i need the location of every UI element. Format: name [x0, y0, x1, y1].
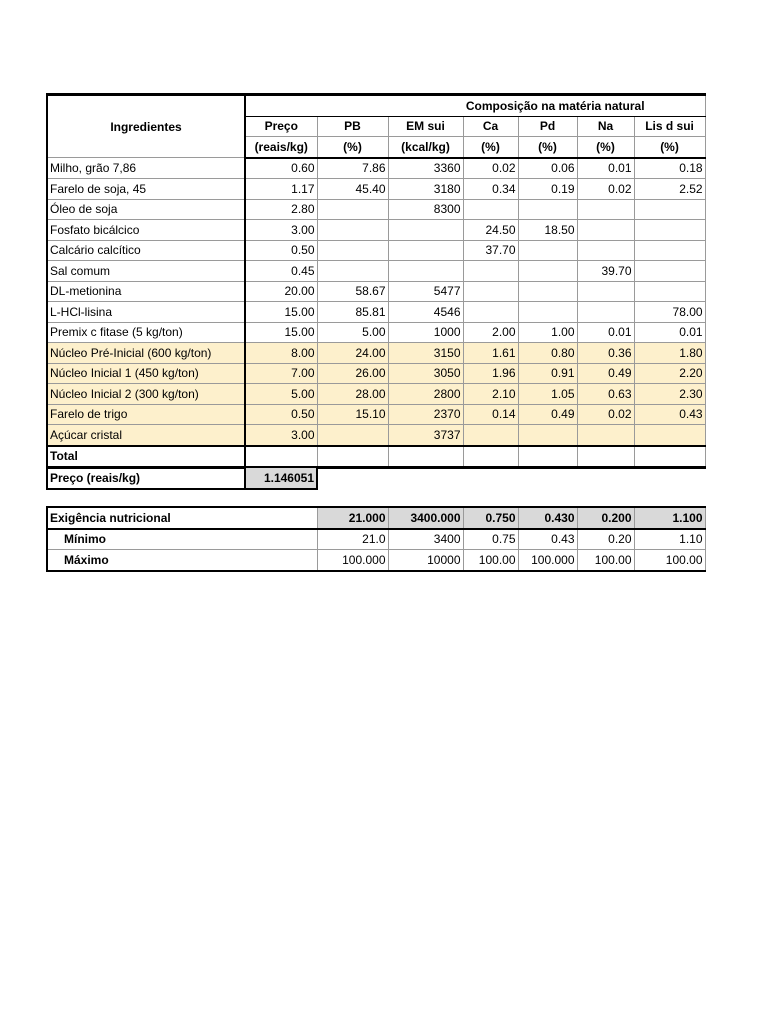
requirements-table — [46, 506, 706, 572]
table-cell — [577, 220, 634, 241]
table-cell: 24.50 — [463, 220, 518, 241]
table-row — [47, 363, 705, 384]
column-unit: (kcal/kg) — [388, 137, 463, 158]
maximum-label: Máximo — [47, 550, 317, 571]
table-cell: 3050 — [388, 363, 463, 384]
requirement-value: 21.000 — [317, 507, 388, 529]
requirement-value: 0.430 — [518, 507, 577, 529]
requirement-value: 0.200 — [577, 507, 634, 529]
table-cell: 0.63 — [577, 384, 634, 405]
table-cell: 0.01 — [577, 322, 634, 343]
ingredient-name: L-HCl-lisina — [47, 302, 245, 323]
table-cell: 0.49 — [518, 404, 577, 425]
maximum-value: 100.00 — [634, 550, 705, 571]
table-row — [47, 240, 705, 261]
table-cell: 0.50 — [245, 404, 317, 425]
table-cell — [634, 240, 705, 261]
table-row — [47, 404, 705, 425]
table-cell: 2370 — [388, 404, 463, 425]
ingredient-name: Núcleo Inicial 1 (450 kg/ton) — [47, 363, 245, 384]
table-cell: 3150 — [388, 343, 463, 364]
total-row — [47, 446, 705, 468]
table-cell — [463, 199, 518, 220]
maximum-value: 100.000 — [518, 550, 577, 571]
table-cell — [463, 302, 518, 323]
column-name: Preço — [245, 116, 317, 137]
table-cell: 0.50 — [245, 240, 317, 261]
column-unit: (%) — [463, 137, 518, 158]
ingredient-name: Açúcar cristal — [47, 425, 245, 446]
total-cell — [245, 446, 317, 468]
table-cell: 85.81 — [317, 302, 388, 323]
table-cell: 5.00 — [245, 384, 317, 405]
total-cell — [518, 446, 577, 468]
table-cell: 0.34 — [463, 179, 518, 200]
ingredient-name: Fosfato bicálcico — [47, 220, 245, 241]
ingredient-name: DL-metionina — [47, 281, 245, 302]
table-cell: 5477 — [388, 281, 463, 302]
requirements-row — [47, 507, 705, 529]
table-cell: 0.02 — [577, 179, 634, 200]
table-cell: 4546 — [388, 302, 463, 323]
table-cell — [577, 281, 634, 302]
table-cell — [518, 281, 577, 302]
table-row — [47, 425, 705, 446]
table-row — [47, 261, 705, 282]
ingredients-header: Ingredientes — [47, 95, 245, 158]
table-cell — [317, 240, 388, 261]
table-cell: 5.00 — [317, 322, 388, 343]
ingredient-name: Premix c fitase (5 kg/ton) — [47, 322, 245, 343]
table-cell — [518, 261, 577, 282]
ingredient-name: Núcleo Inicial 2 (300 kg/ton) — [47, 384, 245, 405]
price-label: Preço (reais/kg) — [47, 467, 245, 489]
total-cell — [317, 446, 388, 468]
table-cell — [388, 240, 463, 261]
table-cell — [317, 199, 388, 220]
table-cell: 7.86 — [317, 158, 388, 179]
table-cell: 8.00 — [245, 343, 317, 364]
table-cell: 45.40 — [317, 179, 388, 200]
table-cell: 15.00 — [245, 322, 317, 343]
table-cell — [577, 425, 634, 446]
ingredient-name: Sal comum — [47, 261, 245, 282]
column-name: Pd — [518, 116, 577, 137]
table-row — [47, 199, 705, 220]
table-row — [47, 281, 705, 302]
minimum-value: 1.10 — [634, 529, 705, 550]
table-cell: 2.80 — [245, 199, 317, 220]
maximum-value: 100.00 — [577, 550, 634, 571]
table-cell: 2800 — [388, 384, 463, 405]
minimum-label: Mínimo — [47, 529, 317, 550]
table-cell: 0.18 — [634, 158, 705, 179]
ingredient-name: Farelo de soja, 45 — [47, 179, 245, 200]
total-cell — [463, 446, 518, 468]
table-cell: 0.02 — [463, 158, 518, 179]
table-cell — [577, 199, 634, 220]
table-cell: 7.00 — [245, 363, 317, 384]
table-cell: 2.00 — [463, 322, 518, 343]
table-cell — [317, 425, 388, 446]
table-cell: 3.00 — [245, 425, 317, 446]
ingredient-name: Calcário calcítico — [47, 240, 245, 261]
ingredient-name: Núcleo Pré-Inicial (600 kg/ton) — [47, 343, 245, 364]
table-cell — [388, 220, 463, 241]
table-cell — [634, 261, 705, 282]
minimum-value: 21.0 — [317, 529, 388, 550]
column-unit: (%) — [577, 137, 634, 158]
table-cell: 1000 — [388, 322, 463, 343]
table-cell: 0.91 — [518, 363, 577, 384]
minimum-row — [47, 529, 705, 550]
table-cell: 0.36 — [577, 343, 634, 364]
minimum-value: 0.20 — [577, 529, 634, 550]
table-cell: 0.14 — [463, 404, 518, 425]
maximum-row — [47, 550, 705, 571]
table-row — [47, 384, 705, 405]
minimum-value: 3400 — [388, 529, 463, 550]
table-cell: 0.01 — [577, 158, 634, 179]
composition-header: Composição na matéria natural — [245, 95, 705, 117]
price-value: 1.146051 — [245, 467, 317, 489]
column-name: PB — [317, 116, 388, 137]
total-cell — [388, 446, 463, 468]
table-cell: 20.00 — [245, 281, 317, 302]
table-cell: 1.61 — [463, 343, 518, 364]
table-cell: 3360 — [388, 158, 463, 179]
table-cell: 8300 — [388, 199, 463, 220]
price-table — [46, 466, 318, 490]
table-cell — [317, 261, 388, 282]
table-cell: 0.80 — [518, 343, 577, 364]
column-name: EM sui — [388, 116, 463, 137]
table-cell: 26.00 — [317, 363, 388, 384]
table-cell: 1.96 — [463, 363, 518, 384]
table-cell: 15.10 — [317, 404, 388, 425]
table-cell: 0.49 — [577, 363, 634, 384]
table-cell: 2.20 — [634, 363, 705, 384]
table-row — [47, 343, 705, 364]
table-cell: 0.06 — [518, 158, 577, 179]
column-unit: (%) — [634, 137, 705, 158]
total-label: Total — [47, 446, 245, 468]
table-cell — [463, 261, 518, 282]
table-cell — [518, 302, 577, 323]
ingredient-name: Milho, grão 7,86 — [47, 158, 245, 179]
table-cell — [518, 240, 577, 261]
requirement-value: 0.750 — [463, 507, 518, 529]
table-cell: 3180 — [388, 179, 463, 200]
table-row — [47, 322, 705, 343]
table-row — [47, 158, 705, 179]
table-cell: 37.70 — [463, 240, 518, 261]
requirement-value: 3400.000 — [388, 507, 463, 529]
table-cell — [634, 281, 705, 302]
table-cell — [634, 220, 705, 241]
table-row — [47, 179, 705, 200]
column-name: Lis d sui — [634, 116, 705, 137]
table-cell — [634, 425, 705, 446]
requirement-value: 1.100 — [634, 507, 705, 529]
maximum-value: 100.000 — [317, 550, 388, 571]
table-cell: 1.80 — [634, 343, 705, 364]
table-cell — [518, 425, 577, 446]
column-name: Na — [577, 116, 634, 137]
table-cell: 0.45 — [245, 261, 317, 282]
table-cell — [577, 240, 634, 261]
minimum-value: 0.43 — [518, 529, 577, 550]
requirements-label: Exigência nutricional — [47, 507, 317, 529]
ingredients-table — [46, 93, 706, 469]
table-cell: 18.50 — [518, 220, 577, 241]
column-unit: (%) — [518, 137, 577, 158]
table-cell: 2.52 — [634, 179, 705, 200]
table-cell — [388, 261, 463, 282]
table-cell: 2.30 — [634, 384, 705, 405]
ingredient-name: Farelo de trigo — [47, 404, 245, 425]
table-cell: 3.00 — [245, 220, 317, 241]
table-cell: 1.00 — [518, 322, 577, 343]
maximum-value: 10000 — [388, 550, 463, 571]
maximum-value: 100.00 — [463, 550, 518, 571]
table-cell — [634, 199, 705, 220]
total-cell — [634, 446, 705, 468]
table-cell: 1.17 — [245, 179, 317, 200]
table-row — [47, 302, 705, 323]
table-cell: 0.43 — [634, 404, 705, 425]
table-cell: 39.70 — [577, 261, 634, 282]
column-name: Ca — [463, 116, 518, 137]
table-cell: 78.00 — [634, 302, 705, 323]
table-cell — [577, 302, 634, 323]
table-cell: 24.00 — [317, 343, 388, 364]
table-cell: 3737 — [388, 425, 463, 446]
table-cell: 0.19 — [518, 179, 577, 200]
table-cell — [463, 425, 518, 446]
table-row — [47, 220, 705, 241]
table-cell: 0.02 — [577, 404, 634, 425]
column-unit: (%) — [317, 137, 388, 158]
table-cell — [317, 220, 388, 241]
table-cell: 2.10 — [463, 384, 518, 405]
ingredient-name: Óleo de soja — [47, 199, 245, 220]
table-cell — [518, 199, 577, 220]
table-cell: 58.67 — [317, 281, 388, 302]
table-cell: 0.60 — [245, 158, 317, 179]
column-unit: (reais/kg) — [245, 137, 317, 158]
minimum-value: 0.75 — [463, 529, 518, 550]
table-cell: 1.05 — [518, 384, 577, 405]
total-cell — [577, 446, 634, 468]
table-cell: 28.00 — [317, 384, 388, 405]
table-cell — [463, 281, 518, 302]
table-cell: 15.00 — [245, 302, 317, 323]
table-cell: 0.01 — [634, 322, 705, 343]
